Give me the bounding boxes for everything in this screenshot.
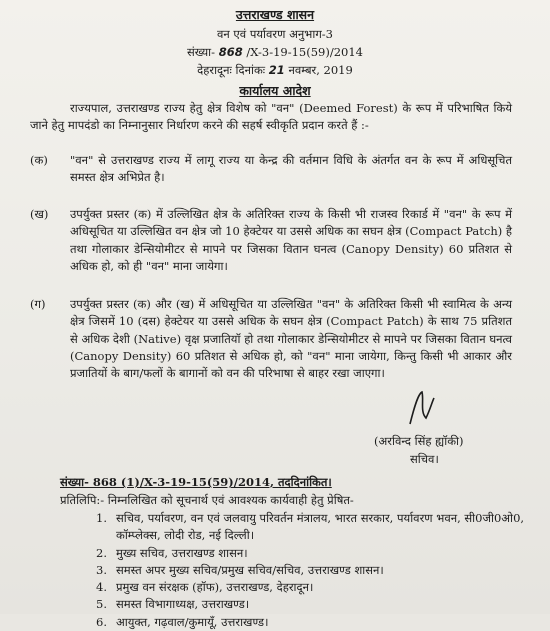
list-item	[96, 545, 536, 562]
signatory-name: (अरविन्द सिंह ह्यॉकी)	[374, 434, 464, 448]
list-item	[96, 562, 536, 579]
clause-mark: (ग)	[30, 297, 46, 311]
list-item	[96, 614, 536, 631]
department-name: वन एवं पर्यावरण अनुभाग-3	[217, 27, 333, 41]
list-item	[96, 579, 536, 596]
letter-number	[0, 44, 550, 61]
list-item	[96, 510, 536, 545]
letter-date-suffix: नवम्बर, 2019	[288, 63, 353, 77]
signatory-designation: सचिव।	[410, 452, 439, 466]
copy-intro: प्रतिलिपि:- निम्नलिखित को सूचनार्थ एवं आवश्यक कार्यवाही हेतु प्रेषित-	[60, 493, 354, 507]
list-item-number: 2.	[96, 545, 107, 560]
list-item-text: समस्त अपर मुख्य सचिव/प्रमुख सचिव/सचिव, उत्तराखण्ड शासन।	[116, 562, 384, 577]
letter-date	[0, 62, 550, 79]
order-title: कार्यालय आदेश	[239, 83, 311, 98]
list-item-text: सचिव, पर्यावरण, वन एवं जलवायु परिवर्तन मंत्रालय, भारत सरकार, पर्यावरण भवन, सी0जी0ओ0, कॉम्प्लेक्स, लोदी रोड, नई दिल्ली।	[116, 511, 525, 543]
list-item-number: 4.	[96, 580, 107, 594]
clause-text: उपर्युक्त प्रस्तर (क) और (ख) में अधिसूचित या उल्लिखित "वन" के अतिरिक्त किसी भी स्वामित्व के अन्य क्षेत्र जिसमें 10 (दस) हेक्टेयर या उससे अधिक के सघन क्षेत्र (Compact Patch) के साथ 75 प्रतिशत से अधिक देशी (Native) वृक्ष प्रजातियॉ हो तथा गोलाकार डेन्सियोमीटर से मापने पर जिसका वितान घनत्व (Canopy Density) 60 प्रतिशत से अधिक हो, को "वन" माना जायेगा, किन्तु किसी भी आकार और प्रजातियों के बाग/फलों के बागानों को वन की परिभाषा से बाहर रखा जाएगा।	[70, 297, 512, 380]
intro-paragraph: राज्यपाल, उत्तराखण्ड राज्य हेतु क्षेत्र विशेष को "वन" (Deemed Forest) के रूप में परिभाषित किये जाने हेतु मापदंडो का निम्नानुसार निर्धारण करने की सहर्ष स्वीकृति प्रदान करते हैं :-	[30, 101, 512, 133]
list-item-text: मुख्य सचिव, उत्तराखण्ड शासन।	[116, 545, 248, 560]
list-item-number: 1.	[96, 511, 107, 525]
clause-mark: (ख)	[30, 207, 49, 221]
list-item-text: आयुक्त, गढ़वाल/कुमायूँ, उत्तराखण्ड।	[116, 614, 269, 629]
letter-number-prefix: संख्या-	[186, 45, 216, 59]
clause-mark: (क)	[30, 153, 48, 167]
letter-date-handwritten: 21	[268, 63, 285, 77]
list-item-number: 3.	[96, 562, 107, 577]
list-item-number: 6.	[96, 614, 107, 629]
letter-date-prefix: देहरादूनः दिनांकः	[197, 63, 266, 77]
signature-mark	[404, 388, 440, 428]
clause-ka	[30, 152, 512, 187]
clause-kha	[30, 206, 512, 275]
list-item-text: समस्त विभागाध्यक्ष, उत्तराखण्ड।	[116, 597, 250, 612]
clause-ga	[30, 296, 512, 382]
clause-text: "वन" से उत्तराखण्ड राज्य में लागू राज्य या केन्द्र की वर्तमान विधि के अंतर्गत वन के रूप में अधिसूचित समस्त क्षेत्र अभिप्रेत है।	[70, 153, 512, 185]
list-item-number: 5.	[96, 597, 107, 612]
copy-reference: संख्या- 868 (1)/X-3-19-15(59)/2014, तददिनांकित।	[60, 475, 332, 489]
letter-number-suffix: /X-3-19-15(59)/2014	[246, 45, 363, 59]
recipients-list	[96, 510, 536, 631]
list-item	[96, 596, 536, 613]
list-item-text: प्रमुख वन संरक्षक (हॉफ), उत्तराखण्ड, देहरादून।	[116, 580, 314, 594]
clause-text: उपर्युक्त प्रस्तर (क) में उल्लिखित क्षेत्र के अतिरिक्त राज्य के किसी भी राजस्व रिकार्ड में "वन" के रूप में अधिसूचित या उल्लिखित वन क्षेत्र जो 10 हेक्टेयर या उससे अधिक का सघन क्षेत्र (Compact Patch) है तथा गोलाकार डेन्सियोमीटर से मापने पर जिसका वितान घनत्व (Canopy Density) 60 प्रतिशत से अधिक हो, को ही "वन" माना जायेगा।	[70, 207, 512, 273]
letter-number-handwritten: 868	[218, 45, 243, 59]
government-name: उत्तराखण्ड शासन	[235, 7, 315, 22]
